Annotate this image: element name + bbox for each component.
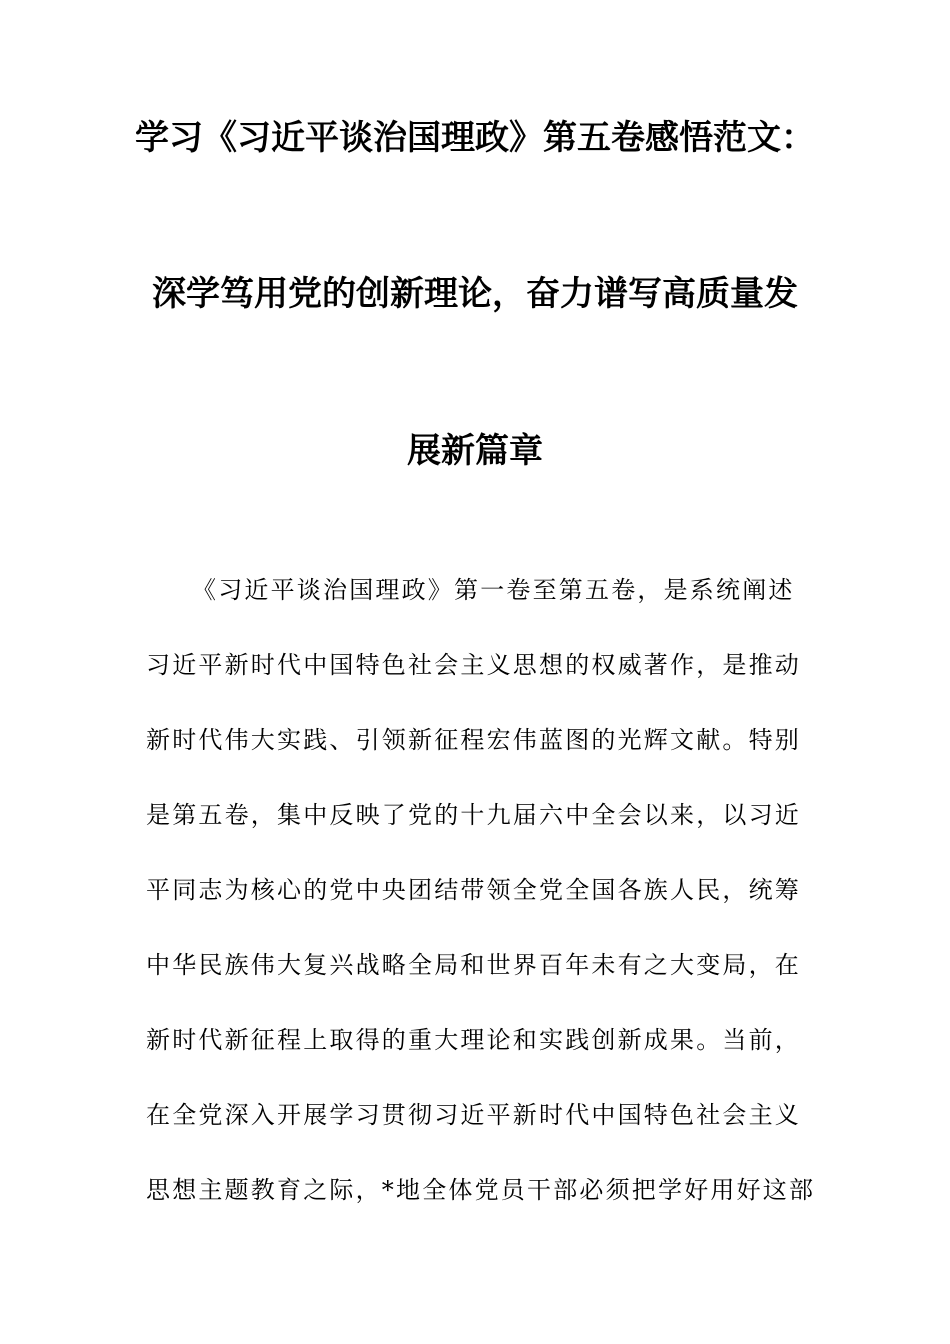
paragraph-line: 《习近平谈治国理政》第一卷至第五卷，是系统阐述 — [192, 576, 795, 604]
title-line: 深学笃用党的创新理论，奋力谱写高质量发 — [152, 274, 798, 314]
document-title — [0, 118, 950, 471]
paragraph-line: 在全党深入开展学习贯彻习近平新时代中国特色社会主义 — [146, 1101, 801, 1129]
paragraph-line: 思想主题教育之际，*地全体党员干部必须把学好用好这部 — [146, 1176, 816, 1204]
paragraph-line: 新时代伟大实践、引领新征程宏伟蓝图的光辉文献。特别 — [146, 726, 801, 754]
paragraph-line: 中华民族伟大复兴战略全局和世界百年未有之大变局，在 — [146, 951, 801, 979]
paragraph-line: 平同志为核心的党中央团结带领全党全国各族人民，统筹 — [146, 876, 801, 904]
body-paragraph — [146, 570, 816, 1245]
title-line: 学习《习近平谈治国理政》第五卷感悟范文： — [135, 118, 815, 158]
title-line: 展新篇章 — [407, 431, 543, 471]
paragraph-line: 是第五卷，集中反映了党的十九届六中全会以来，以习近 — [146, 801, 801, 829]
paragraph-line: 习近平新时代中国特色社会主义思想的权威著作，是推动 — [146, 651, 801, 679]
paragraph-line: 新时代新征程上取得的重大理论和实践创新成果。当前， — [146, 1026, 801, 1054]
